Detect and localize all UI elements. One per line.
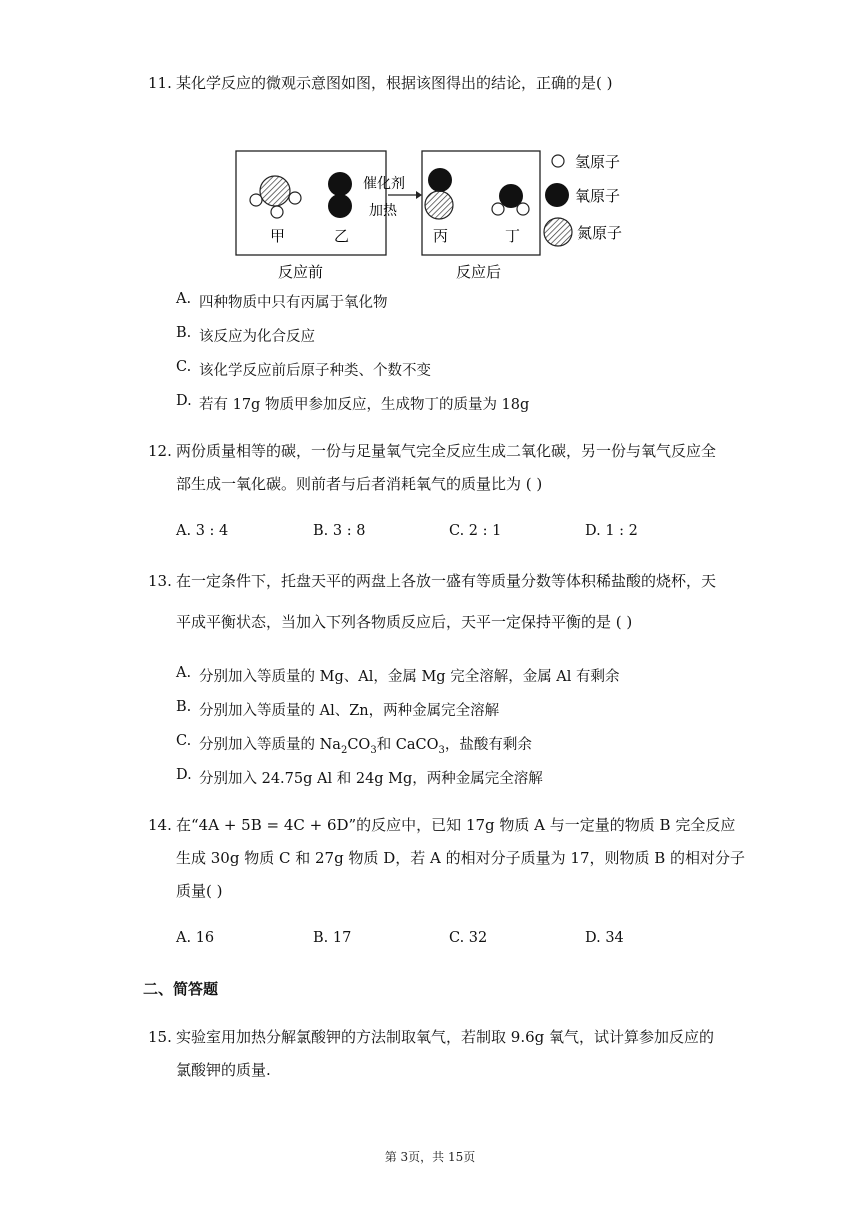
label-bing: 丙 [433,227,449,245]
q11-number: 11. [148,74,172,92]
arrow-head [416,191,422,199]
caption-before: 反应前 [278,263,324,281]
q11-option-b-text: 该反应为化合反应 [199,329,315,345]
molecule-ding [492,184,529,215]
q12-option-a: A. 3 : 4 [176,523,229,539]
q12-option-d: D. 1 : 2 [585,523,638,539]
section-title: 二、简答题 [143,980,219,998]
q14-option-a: A. 16 [176,930,215,946]
q11-option-d-letter: D. [176,393,192,409]
caption-after: 反应后 [456,263,502,281]
legend-o-label: 氧原子 [575,187,621,205]
legend-n-symbol [544,218,572,246]
q14-stem-line1: 在“4A + 5B = 4C + 6D”的反应中，已知 17g 物质 A 与一定量的物质 B 完全反应 [176,816,736,834]
legend-n-label: 氮原子 [577,224,623,242]
q11-option-b-letter: B. [176,325,192,341]
molecule-yi [328,172,352,218]
q12-option-b: B. 3 : 8 [313,523,366,539]
page-footer: 第 3页，共 15页 [384,1150,476,1164]
q11-option-c-text: 该化学反应前后原子种类、个数不变 [199,363,431,379]
q14-stem-line3: 质量( ) [176,882,223,900]
q14-stem-line2: 生成 30g 物质 C 和 27g 物质 D，若 A 的相对分子质量为 17，则物质 B 的相对分子 [176,849,746,867]
q15-stem-line1: 实验室用加热分解氯酸钾的方法制取氧气，若制取 9.6g 氧气，试计算参加反应的 [176,1028,714,1046]
condition-heat: 加热 [369,203,397,219]
q13-option-b-text: 分别加入等质量的 Al、Zn，两种金属完全溶解 [199,703,500,719]
q12-option-c: C. 2 : 1 [449,523,502,539]
q12-stem-line2: 部生成一氧化碳。则前者与后者消耗氧气的质量比为 ( ) [176,475,543,493]
q14-option-b: B. 17 [313,930,352,946]
q14-option-c: C. 32 [449,930,488,946]
q13-stem-line2: 平成平衡状态，当加入下列各物质反应后，天平一定保持平衡的是 ( ) [176,613,633,631]
molecule-jia [250,176,301,218]
q11-option-c-letter: C. [176,359,192,375]
q13-option-b-letter: B. [176,699,192,715]
q13-number: 13. [148,572,172,590]
q11-option-a-letter: A. [176,291,192,307]
q13-stem-line1: 在一定条件下，托盘天平的两盘上各放一盛有等质量分数等体积稀盐酸的烧杯，天 [176,572,717,590]
q13-option-d-text: 分别加入 24.75g Al 和 24g Mg，两种金属完全溶解 [199,771,543,787]
reaction-diagram [230,140,650,290]
legend-h-label: 氢原子 [575,153,621,171]
q13-option-c-letter: C. [176,733,192,749]
q11-option-a-text: 四种物质中只有丙属于氧化物 [199,295,388,311]
q11-option-d-text: 若有 17g 物质甲参加反应，生成物丁的质量为 18g [199,397,530,413]
molecule-bing [425,168,453,219]
q13-option-d-letter: D. [176,767,192,783]
q11-stem: 某化学反应的微观示意图如图，根据该图得出的结论，正确的是( ) [176,74,613,92]
condition-catalyst: 催化剂 [363,176,405,192]
q15-number: 15. [148,1028,172,1046]
q13-option-a-letter: A. [176,665,192,681]
q14-option-d: D. 34 [585,930,624,946]
legend-h-symbol [552,155,564,167]
legend-o-symbol [545,183,569,207]
label-jia: 甲 [270,227,286,245]
q13-option-a-text: 分别加入等质量的 Mg、Al，金属 Mg 完全溶解，金属 Al 有剩余 [199,669,620,685]
label-yi: 乙 [334,227,350,245]
q12-number: 12. [148,442,172,460]
q13-option-c-text: 分别加入等质量的 $Na_2CO_3$和 CaCO$_3$，盐酸有剩余 [199,737,532,756]
q15-stem-line2: 氯酸钾的质量. [176,1061,271,1079]
label-ding: 丁 [505,227,521,245]
q14-number: 14. [148,816,172,834]
q12-stem-line1: 两份质量相等的碳，一份与足量氧气完全反应生成二氧化碳，另一份与氧气反应全 [176,442,717,460]
